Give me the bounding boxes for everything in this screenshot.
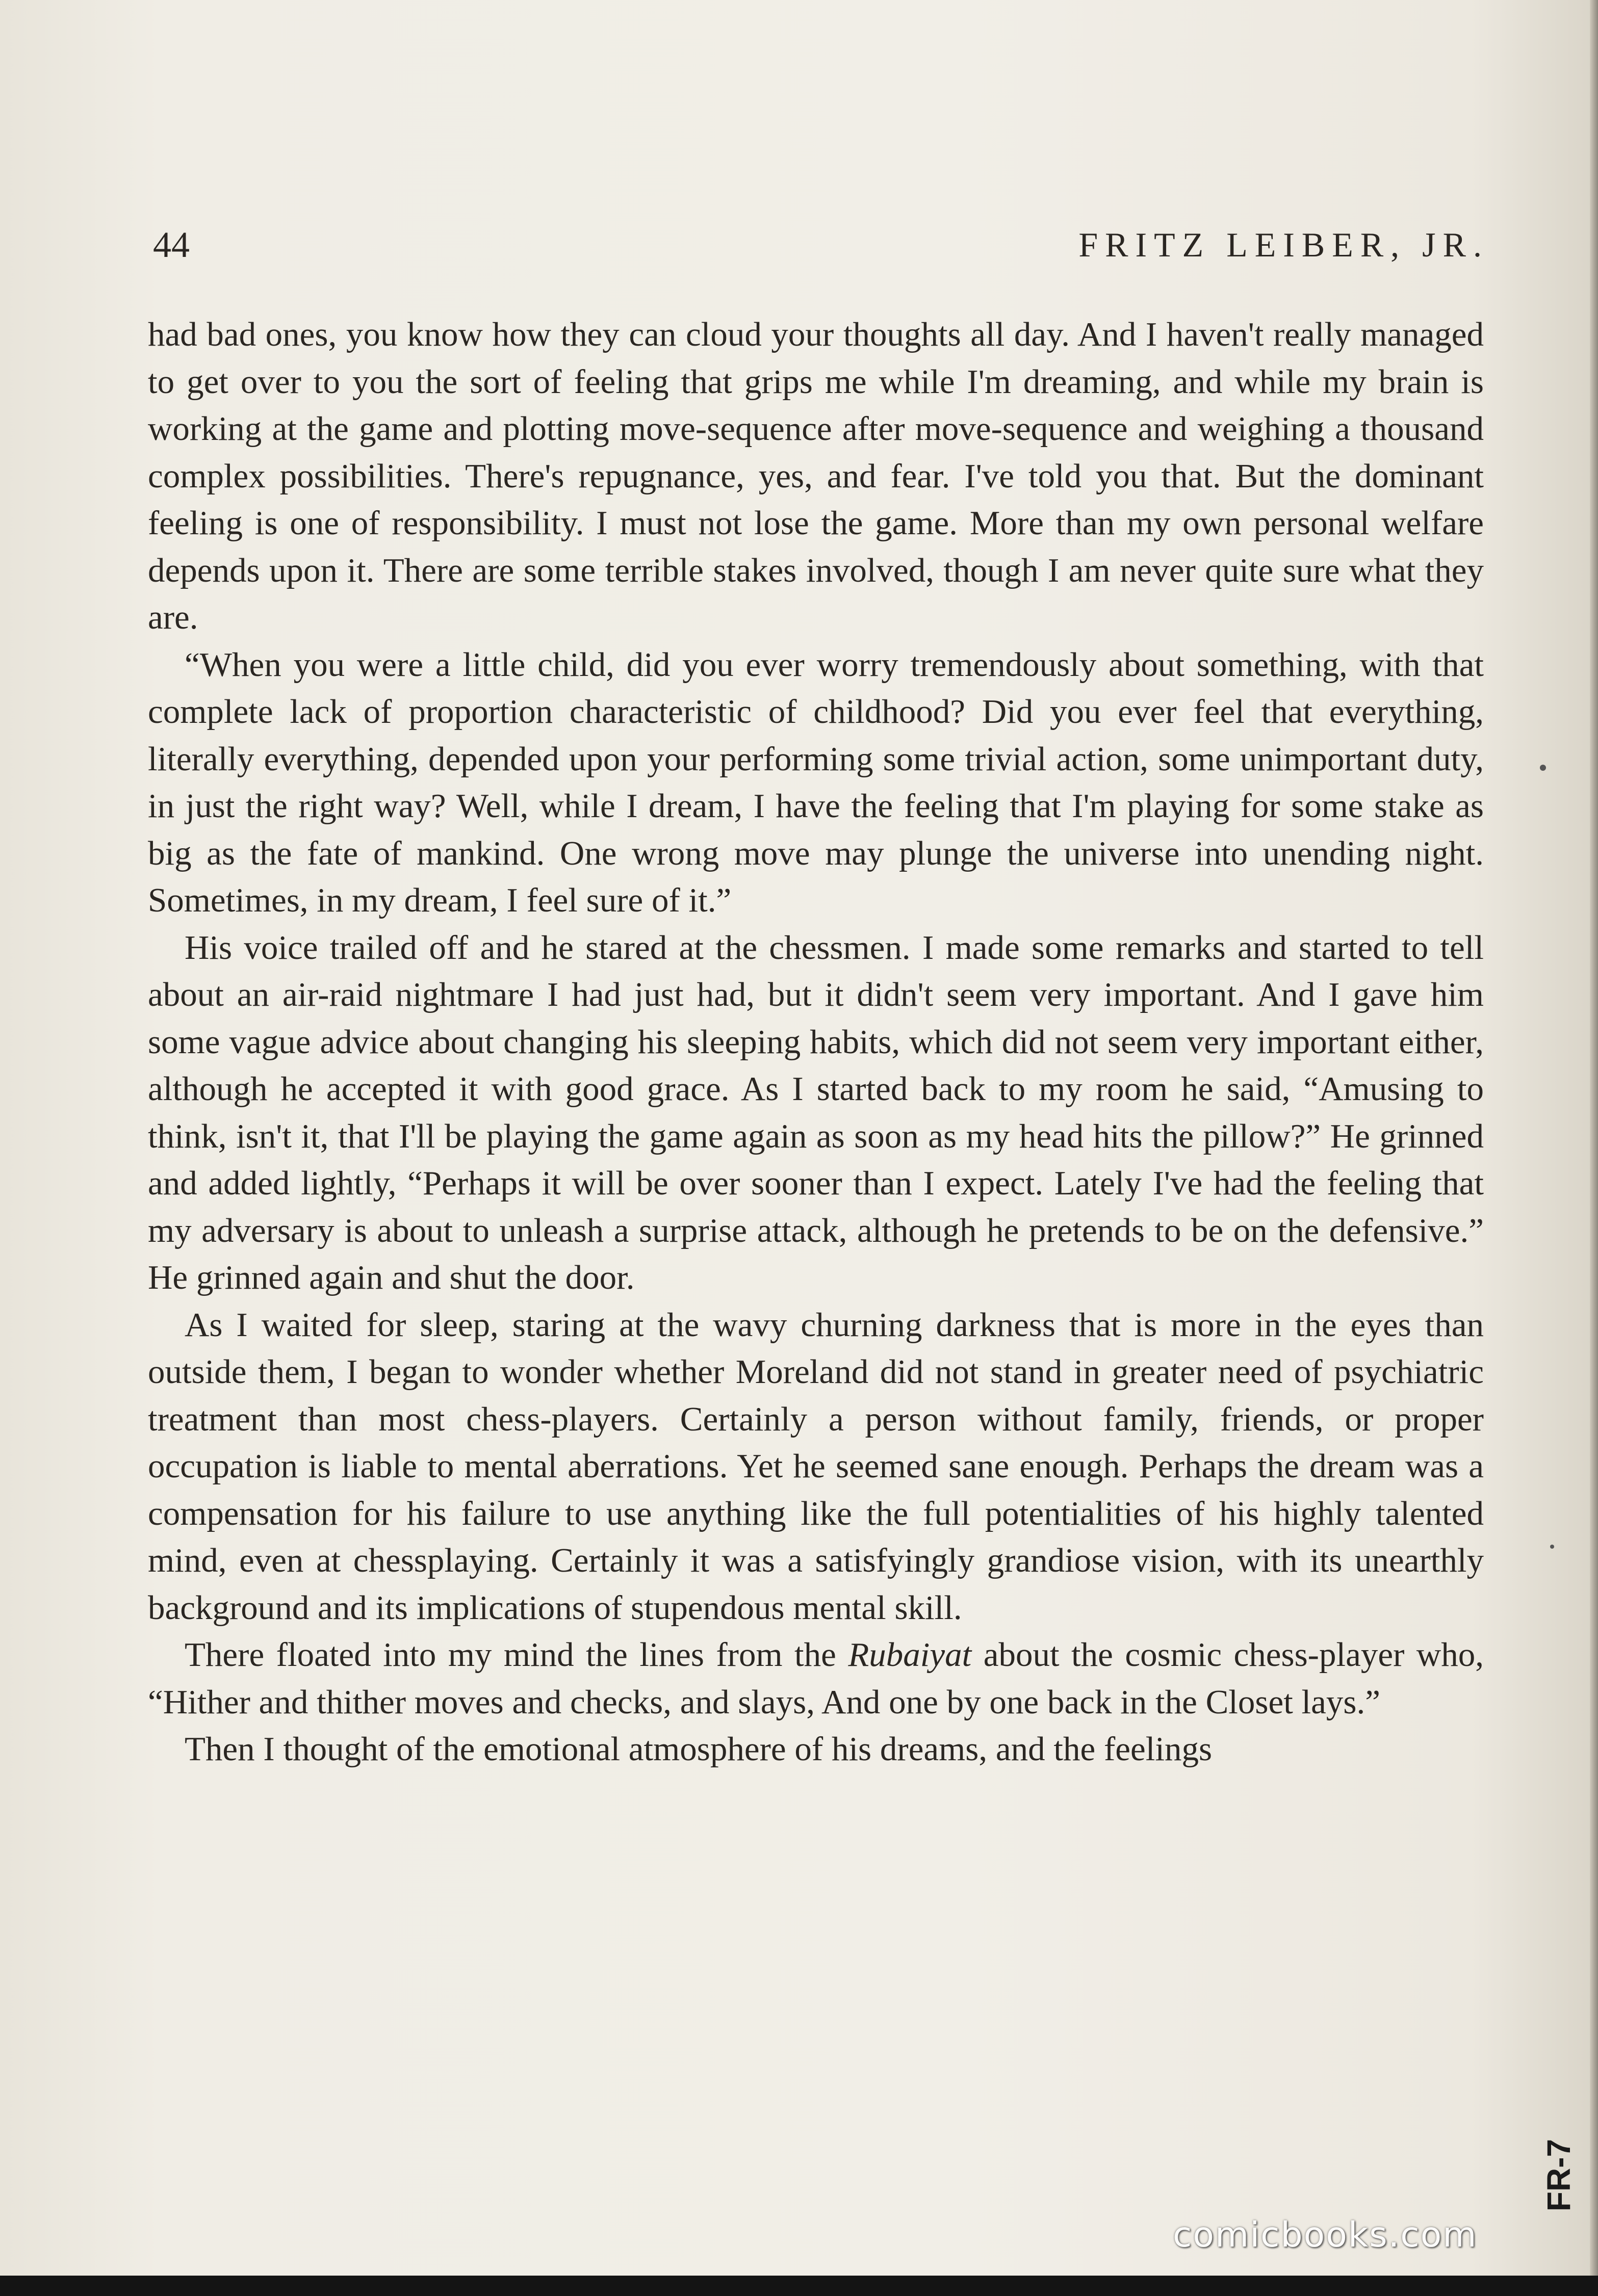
rubaiyat-after: about the cosmic chess-player who, “Hither and thither moves and checks, and slays, And one by one back in the Closet lays.” <box>148 1636 1484 1721</box>
paragraph-final: Then I thought of the emotional atmosphere of his dreams, and the feelings <box>185 1730 1213 1768</box>
rubaiyat-before: There floated into my mind the lines from the <box>185 1636 848 1674</box>
paragraph-dream-quote: “When you were a little child, did you ever worry tremendously about something, with that complete lack of proportion characteristic of childhood? Did you ever feel that everything, literally everything, depended upon your performing some trivial action, some unimportant duty, in just the right way? Well, while I dream, I have the feeling that I'm playing for some stake as big as the fate of mankind. One wrong move may plunge the universe into unending night. Sometimes, in my dream, I feel sure of it.” <box>148 645 1484 919</box>
side-print-code-text: FR-7 <box>1540 2138 1577 2212</box>
running-head: FRITZ LEIBER, JR. <box>1078 225 1489 264</box>
paragraph-rubaiyat <box>148 1631 1484 1726</box>
paragraph-waited-for-sleep: As I waited for sleep, staring at the wavy churning darkness that is more in the eyes than outside them, I began to wonder whether Moreland did not stand in greater need of psychiatric treatment than most chess-players. Certainly a person without family, friends, or proper occupation is liable to mental aberrations. Yet he seemed sane enough. Perhaps the dream was a compensation for his failure to use anything like the full potentialities of his highly talented mind, even at chessplaying. Certainly it was a satisfyingly grandiose vision, with its unearthly background and its implications of stupendous mental skill. <box>148 1306 1484 1627</box>
page-edge-shadow <box>1590 0 1598 2296</box>
watermark: comicbooks.com <box>1173 2215 1478 2255</box>
page-number: 44 <box>153 224 190 265</box>
body-text <box>148 311 1484 1773</box>
margin-dot <box>1550 1545 1554 1549</box>
scan-bottom-border <box>0 2276 1598 2296</box>
rubaiyat-title: Rubaiyat <box>848 1636 972 1674</box>
paragraph-voice-trailed: His voice trailed off and he stared at the chessmen. I made some remarks and started to tell about an air-raid nightmare I had just had, but it didn't seem very important. And I gave him some vague advice about changing his sleeping habits, which did not seem very important either, although he accepted it with good grace. As I started back to my room he said, “Amusing to think, isn't it, that I'll be playing the game again as soon as my head hits the pillow?” He grinned and added lightly, “Perhaps it will be over sooner than I expect. Lately I've had the feeling that my adversary is about to unleash a surprise attack, although he pretends to be on the defensive.” He grinned again and shut the door. <box>148 928 1484 1296</box>
margin-dot <box>1540 765 1546 771</box>
page-header <box>153 214 1489 275</box>
paragraph-continued: had bad ones, you know how they can cloud your thoughts all day. And I haven't really managed to get over to you the sort of feeling that grips me while I'm dreaming, and while my brain is working at the game and plotting move-sequence after move-sequence and weighing a thousand complex possibilities. There's repugnance, yes, and fear. I've told you that. But the dominant feeling is one of responsibility. I must not lose the game. More than my own personal welfare depends upon it. There are some terrible stakes involved, though I am never quite sure what they are. <box>148 316 1484 636</box>
